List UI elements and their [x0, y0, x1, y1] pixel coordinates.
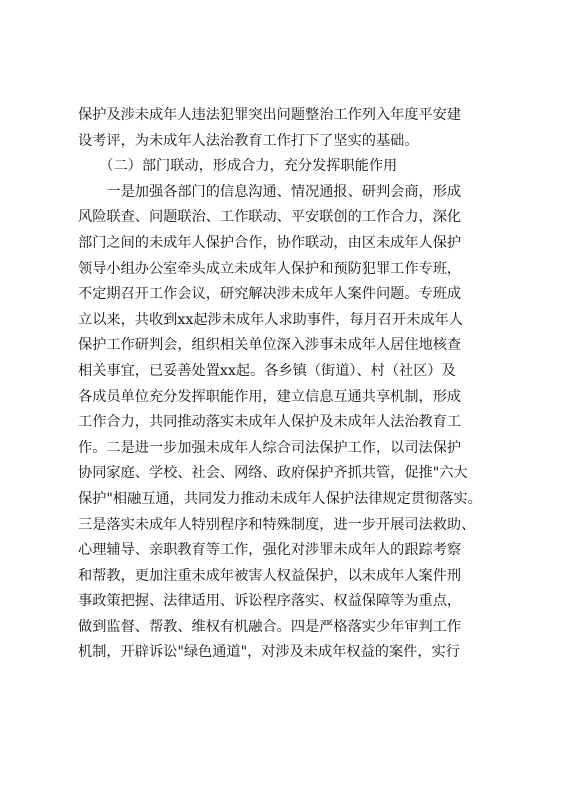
text-line: 做到监督、帮教、维权有机融合。四是严格落实少年审判工作 — [78, 618, 462, 635]
text-line: 相关事宜，已妥善处置xx起。各乡镇（街道）、村（社区）及 — [78, 362, 456, 379]
text-line: 不定期召开工作会议，研究解决涉未成年人案件问题。专班成 — [78, 286, 462, 303]
text-line: 一是加强各部门的信息沟通、情况通报、研判会商，形成 — [78, 183, 462, 200]
text-line: 机制，开辟诉讼"绿色通道"，对涉及未成年权益的案件，实行 — [78, 644, 460, 661]
text-line: 风险联查、问题联治、工作联动、平安联创的工作合力，深化 — [78, 209, 462, 226]
text-line: 部门之间的未成年人保护合作，协作联动，由区未成年人保护 — [78, 234, 462, 251]
body-text — [78, 103, 518, 666]
text-line: 协同家庭、学校、社会、网络、政府保护齐抓共管，促推"六大 — [78, 465, 468, 482]
text-line: 工作合力，共同推动落实未成年人保护及未成年人法治教育工 — [78, 414, 462, 431]
text-line: 心理辅导、亲职教育等工作，强化对涉罪未成年人的跟踪考察 — [78, 542, 462, 559]
text-line: 和帮教，更加注重未成年被害人权益保护，以未成年人案件刑 — [78, 567, 462, 584]
text-line: 设考评，为未成年人法治教育工作打下了坚实的基础。 — [78, 132, 419, 149]
text-line: 作。二是进一步加强未成年人综合司法保护工作，以司法保护 — [78, 439, 462, 456]
text-line: 保护"相融互通，共同发力推动未成年人保护法律规定贯彻落实。 — [78, 490, 482, 507]
text-line: 领导小组办公室牵头成立未成年人保护和预防犯罪工作专班， — [78, 260, 462, 277]
text-line: 保护工作研判会，组织相关单位深入涉事未成年人居住地核查 — [78, 337, 462, 354]
text-line: 保护及涉未成年人违法犯罪突出问题整治工作列入年度平安建 — [78, 107, 462, 123]
section-heading: （二）部门联动，形成合力，充分发挥职能作用 — [78, 158, 398, 175]
text-line: 立以来，共收到xx起涉未成年人求助事件，每月召开未成年人 — [78, 311, 463, 328]
text-line: 三是落实未成年人特别程序和特殊制度，进一步开展司法救助、 — [78, 516, 476, 533]
text-line: 事政策把握、法律适用、诉讼程序落实、权益保障等为重点， — [78, 593, 462, 610]
text-line: 各成员单位充分发挥职能作用，建立信息互通共享机制，形成 — [78, 388, 462, 405]
